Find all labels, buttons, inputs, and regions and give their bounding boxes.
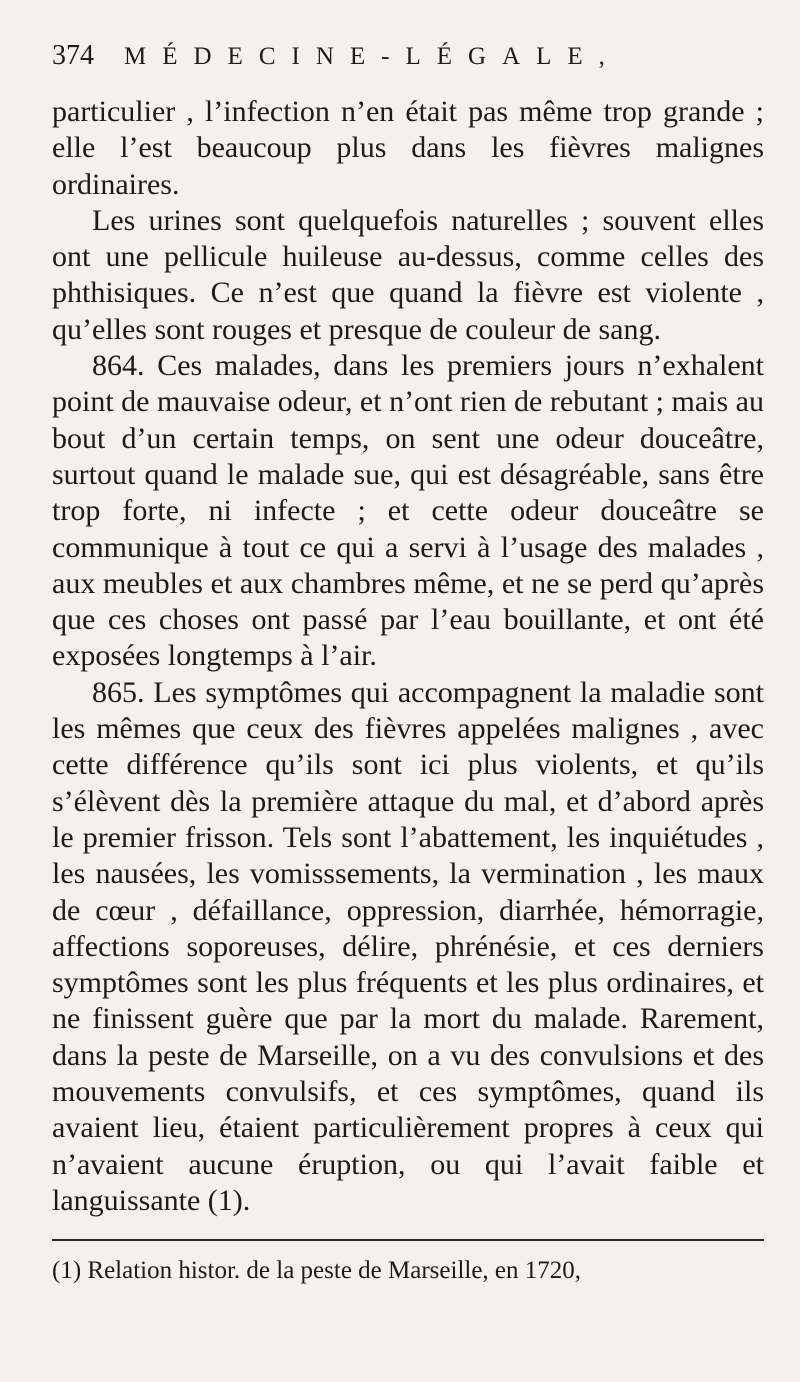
body-text xyxy=(52,94,764,1219)
paragraph-urines: Les urines sont quelquefois naturelles ; souvent elles ont une pellicule huileuse au-dessus, comme celles des phthisiques. Ce n’est que quand la fièvre est violente , qu’elles sont rouges et presque de couleur de sang. xyxy=(52,203,764,346)
page-number: 374 xyxy=(52,40,94,71)
paragraph-864: 864. Ces malades, dans les premiers jours n’exhalent point de mauvaise odeur, et n’ont rien de rebutant ; mais au bout d’un certain temps, on sent une odeur douceâtre, surtout quand le malade sue, qui est désagréable, sans être trop forte, ni infecte ; et cette odeur douceâtre se communique à tout ce qui a servi à l’usage des malades , aux meubles et aux chambres même, et ne se perd qu’après que ces choses ont passé par l’eau bouillante, et ont été exposées longtemps à l’air. xyxy=(52,349,764,673)
paragraph-865: 865. Les symptômes qui accompagnent la maladie sont les mêmes que ceux des fièvres appelées malignes , avec cette différence qu’ils sont ici plus violents, et qu’ils s’élèvent dès la première attaque du mal, et d’abord après le premier frisson. Tels sont l’abattement, les inquiétudes , les nausées, les vomisssements, la vermination , les maux de cœur , défaillance, oppression, diarrhée, hémorragie, affections soporeuses, délire, phrénésie, et ces derniers symptômes sont les plus fréquents et les plus ordinaires, et ne finissent guère que par la mort du malade. Rarement, dans la peste de Marseille, on a vu des convulsions et des mouvements convulsifs, et ces symptômes, quand ils avaient lieu, étaient particulièrement propres à ceux qui n’avaient aucune éruption, ou qui l’avait faible et languissante (1). xyxy=(52,675,764,1217)
running-title: MÉDECINE-LÉGALE, xyxy=(124,43,621,70)
footnote: (1) Relation histor. de la peste de Marseille, en 1720, xyxy=(52,1257,582,1285)
paragraph-continuation: particulier , l’infection n’en était pas même trop grande ; elle l’est beaucoup plus dans les fièvres malignes ordinaires. xyxy=(52,95,764,201)
footnote-divider xyxy=(52,1239,764,1241)
running-head xyxy=(52,40,764,94)
book-page xyxy=(52,40,764,1287)
